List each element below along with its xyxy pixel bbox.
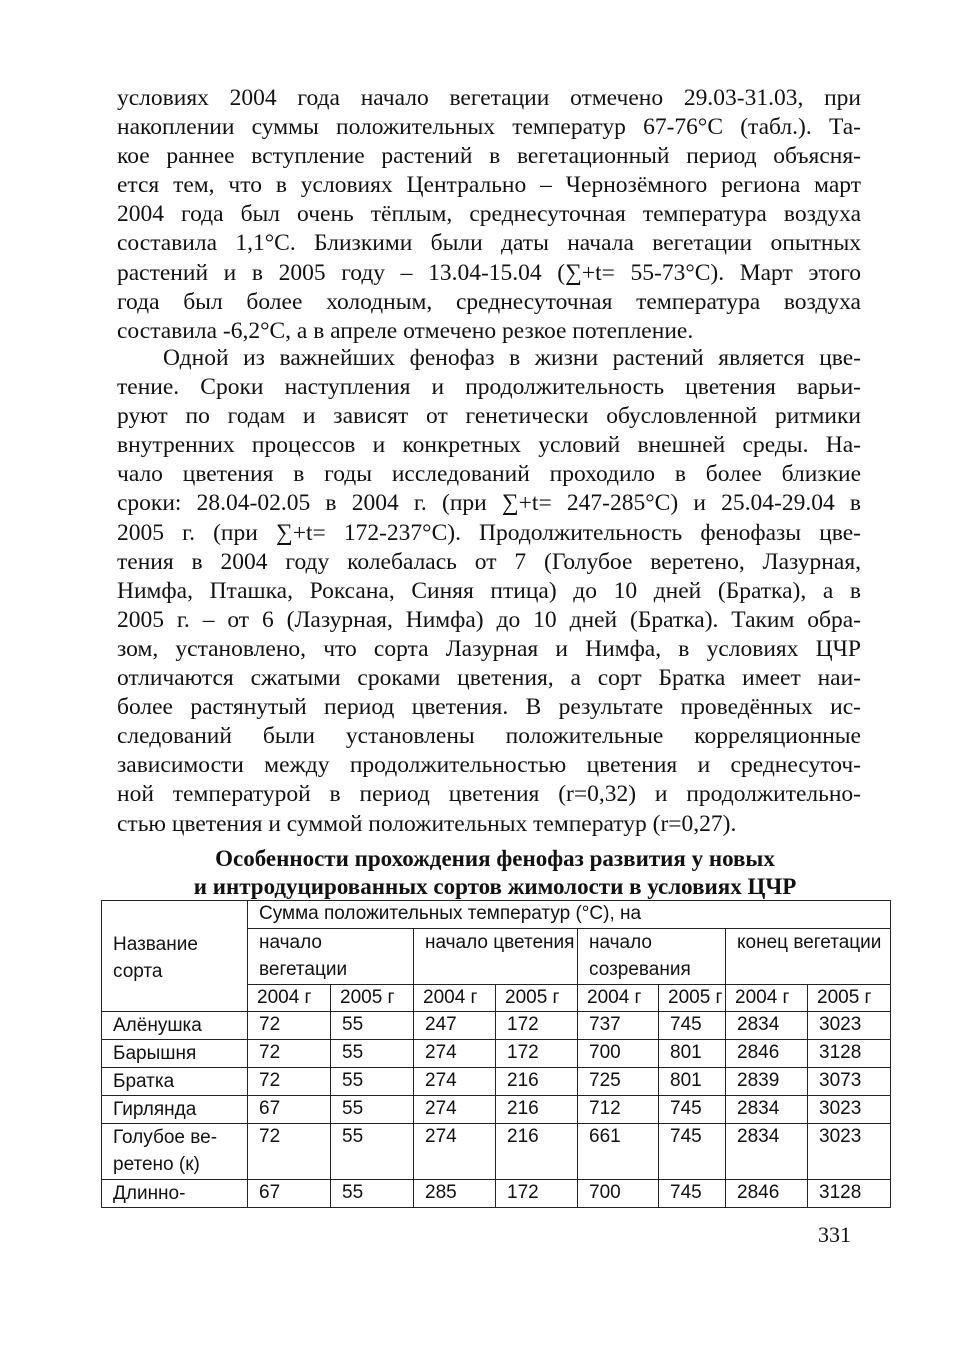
text-line: зависимости между продолжительностью цветения и среднесуточ- xyxy=(117,752,861,779)
text-line: тение. Сроки наступления и продолжительность цветения варьи- xyxy=(117,374,861,401)
value-cell: 2834 xyxy=(726,1012,808,1040)
paragraph-2 xyxy=(117,344,861,839)
year-header: 2004 г xyxy=(414,985,496,1012)
table-caption-line-1: Особенности прохождения фенофаз развития у новых xyxy=(215,846,775,871)
table-row xyxy=(102,1180,891,1208)
year-header: 2005 г xyxy=(659,985,726,1012)
value-cell: 72 xyxy=(248,1068,331,1096)
value-cell: 712 xyxy=(578,1096,659,1124)
value-cell: 216 xyxy=(496,1096,578,1124)
value-cell: 216 xyxy=(496,1124,578,1180)
value-cell: 3023 xyxy=(808,1124,891,1180)
value-cell: 700 xyxy=(578,1040,659,1068)
text-line: 2005 г. (при ∑+t= 172-237°С). Продолжительность фенофазы цве- xyxy=(117,519,861,546)
value-cell: 801 xyxy=(659,1040,726,1068)
year-header: 2005 г xyxy=(808,985,891,1012)
value-cell: 2846 xyxy=(726,1180,808,1208)
value-cell: 661 xyxy=(578,1124,659,1180)
text-line: следований были установлены положительные корреляционные xyxy=(117,723,861,750)
text-line: года был более холодным, среднесуточная температура воздуха xyxy=(117,288,861,315)
value-cell: 700 xyxy=(578,1180,659,1208)
page-number: 331 xyxy=(818,1222,851,1247)
value-cell: 745 xyxy=(659,1180,726,1208)
paragraph-1 xyxy=(117,84,861,346)
phase-group-header: начало созревания xyxy=(578,929,726,985)
text-line: составила -6,2°С, а в апреле отмечено резкое потепление. xyxy=(117,317,694,344)
temperature-sum-table xyxy=(101,900,891,1208)
value-cell: 216 xyxy=(496,1068,578,1096)
value-cell: 725 xyxy=(578,1068,659,1096)
table-row xyxy=(102,1124,891,1180)
text-line: Одной из важнейших фенофаз в жизни растений является цве- xyxy=(163,345,861,371)
value-cell: 172 xyxy=(496,1012,578,1040)
text-line: Нимфа, Пташка, Роксана, Синяя птица) до 10 дней (Братка), а в xyxy=(117,577,861,604)
variety-name-cell: Барышня xyxy=(102,1040,248,1068)
table-row xyxy=(102,1040,891,1068)
value-cell: 745 xyxy=(659,1096,726,1124)
value-cell: 72 xyxy=(248,1012,331,1040)
text-line: чало цветения в годы исследований проходило в более близкие xyxy=(117,461,861,488)
year-header: 2005 г xyxy=(331,985,414,1012)
text-line: накоплении суммы положительных температур 67-76°С (табл.). Та- xyxy=(117,114,861,141)
table-row xyxy=(102,1068,891,1096)
phase-group-header: конец вегетации xyxy=(726,929,891,985)
value-cell: 274 xyxy=(414,1068,496,1096)
value-cell: 274 xyxy=(414,1124,496,1180)
value-cell: 55 xyxy=(331,1068,414,1096)
value-cell: 274 xyxy=(414,1096,496,1124)
name-header-label: Название сорта xyxy=(113,934,198,982)
value-cell: 3023 xyxy=(808,1096,891,1124)
text-line: составила 1,1°С. Близкими были даты начала вегетации опытных xyxy=(117,230,861,257)
value-cell: 67 xyxy=(248,1096,331,1124)
value-cell: 55 xyxy=(331,1180,414,1208)
value-cell: 2839 xyxy=(726,1068,808,1096)
variety-name-cell: Гирлянда xyxy=(102,1096,248,1124)
name-header xyxy=(102,901,248,1012)
text-line: ется тем, что в условиях Центрально – Чернозёмного региона март xyxy=(117,172,861,199)
variety-name-cell: Длинно- xyxy=(102,1180,248,1208)
text-line: кое раннее вступление растений в вегетационный период объясня- xyxy=(117,143,861,170)
variety-name-cell: Алёнушка xyxy=(102,1012,248,1040)
text-line: более растянутый период цветения. В результате проведённых ис- xyxy=(117,694,861,721)
year-header: 2004 г xyxy=(578,985,659,1012)
value-cell: 3023 xyxy=(808,1012,891,1040)
value-cell: 55 xyxy=(331,1124,414,1180)
phase-group-header: начало цветения xyxy=(414,929,578,985)
text-line: 2005 г. – от 6 (Лазурная, Нимфа) до 10 дней (Братка). Таким обра- xyxy=(117,606,861,633)
year-header: 2004 г xyxy=(726,985,808,1012)
phase-group-header: начало вегетации xyxy=(248,929,414,985)
value-cell: 172 xyxy=(496,1180,578,1208)
value-cell: 745 xyxy=(659,1012,726,1040)
value-cell: 285 xyxy=(414,1180,496,1208)
value-cell: 745 xyxy=(659,1124,726,1180)
table-caption-line-2: и интродуцированных сортов жимолости в условиях ЦЧР xyxy=(193,874,797,899)
value-cell: 72 xyxy=(248,1040,331,1068)
value-cell: 3128 xyxy=(808,1180,891,1208)
value-cell: 801 xyxy=(659,1068,726,1096)
text-line: стью цветения и суммой положительных температур (r=0,27). xyxy=(117,810,737,837)
text-line: растений и в 2005 году – 13.04-15.04 (∑+t= 55-73°С). Март этого xyxy=(117,259,861,286)
variety-name-cell: Голубое ве-ретено (к) xyxy=(102,1124,248,1180)
value-cell: 55 xyxy=(331,1012,414,1040)
text-line: внутренних процессов и конкретных условий внешней среды. На- xyxy=(117,432,861,459)
value-cell: 274 xyxy=(414,1040,496,1068)
value-cell: 72 xyxy=(248,1124,331,1180)
text-line: сроки: 28.04-02.05 в 2004 г. (при ∑+t= 247-285°С) и 25.04-29.04 в xyxy=(117,490,861,517)
year-header: 2004 г xyxy=(248,985,331,1012)
text-line: условиях 2004 года начало вегетации отмечено 29.03-31.03, при xyxy=(117,85,861,111)
value-cell: 2834 xyxy=(726,1096,808,1124)
value-cell: 3073 xyxy=(808,1068,891,1096)
text-line: тения в 2004 году колебалась от 7 (Голубое веретено, Лазурная, xyxy=(117,548,861,575)
text-line: 2004 года был очень тёплым, среднесуточная температура воздуха xyxy=(117,201,861,228)
value-cell: 2834 xyxy=(726,1124,808,1180)
year-header: 2005 г xyxy=(496,985,578,1012)
value-cell: 737 xyxy=(578,1012,659,1040)
sum-header: Сумма положительных температур (°С), на xyxy=(248,901,891,929)
table-row xyxy=(102,1012,891,1040)
value-cell: 55 xyxy=(331,1040,414,1068)
table-row xyxy=(102,1096,891,1124)
value-cell: 2846 xyxy=(726,1040,808,1068)
value-cell: 247 xyxy=(414,1012,496,1040)
text-line: отличаются сжатыми сроками цветения, а сорт Братка имеет наи- xyxy=(117,665,861,692)
text-line: руют по годам и зависят от генетически обусловленной ритмики xyxy=(117,403,861,430)
value-cell: 55 xyxy=(331,1096,414,1124)
value-cell: 3128 xyxy=(808,1040,891,1068)
value-cell: 67 xyxy=(248,1180,331,1208)
text-line: ной температурой в период цветения (r=0,32) и продолжительно- xyxy=(117,781,861,808)
text-line: зом, установлено, что сорта Лазурная и Нимфа, в условиях ЦЧР xyxy=(117,635,861,662)
value-cell: 172 xyxy=(496,1040,578,1068)
variety-name-cell: Братка xyxy=(102,1068,248,1096)
